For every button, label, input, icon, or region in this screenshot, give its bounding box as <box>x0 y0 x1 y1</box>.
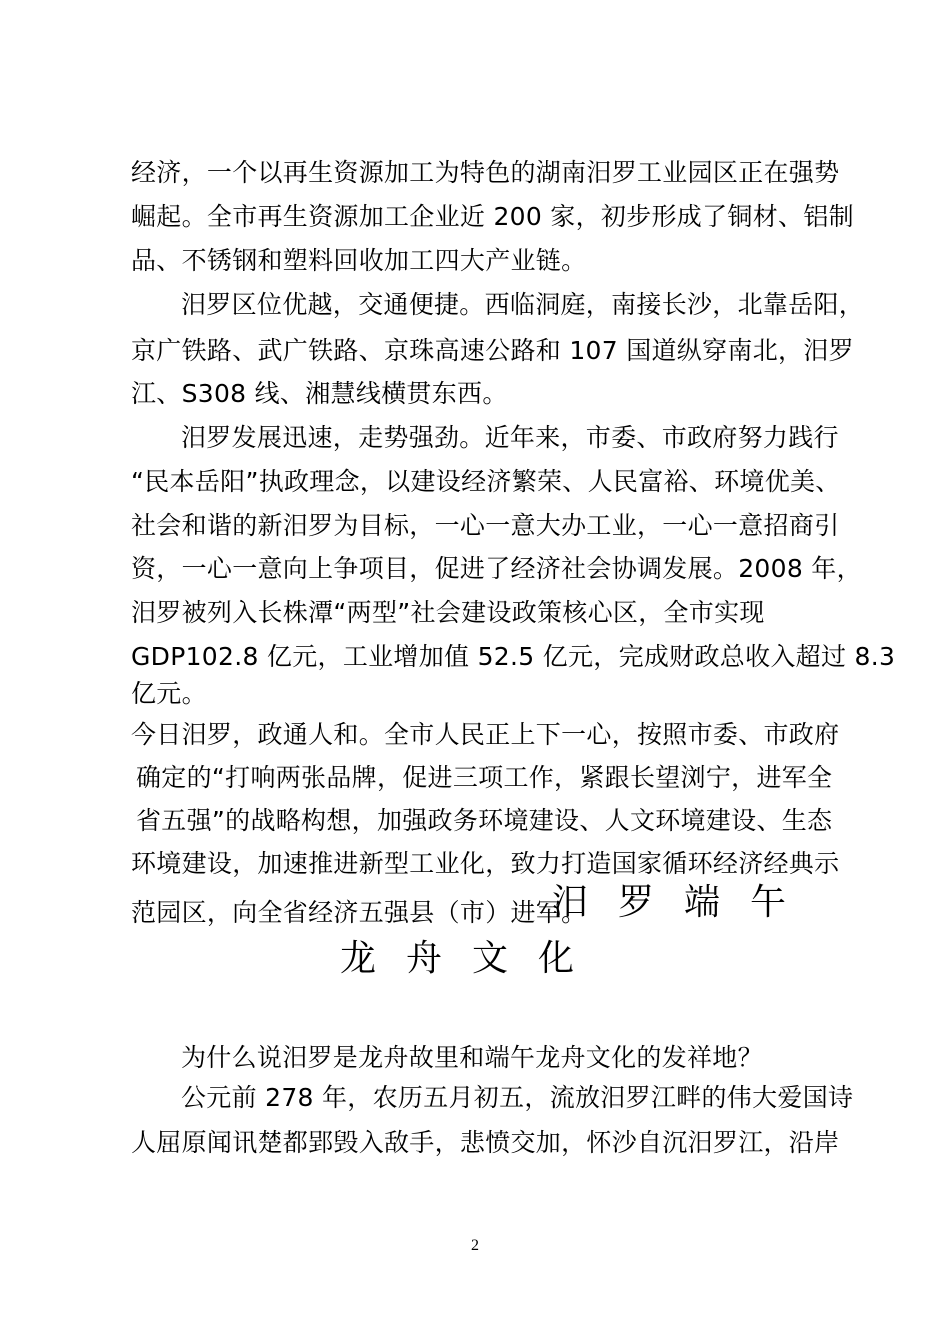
body-text-line: 亿元。 <box>131 679 207 708</box>
body-text-line: 今日汨罗，政通人和。全市人民正上下一心，按照市委、市政府 <box>131 720 840 749</box>
body-text-line: 资，一心一意向上争项目，促进了经济社会协调发展。2008 年， <box>131 554 862 583</box>
section-heading-line-1: 汨罗端午 <box>552 882 817 923</box>
body-text-line: 江、S308 线、湘慧线横贯东西。 <box>131 379 508 408</box>
body-text-line: GDP102.8 亿元，工业增加值 52.5 亿元，完成财政总收入超过 8.3 <box>131 642 896 671</box>
body-text-line: 汨罗区位优越，交通便捷。西临洞庭，南接长沙，北靠岳阳， <box>181 290 865 319</box>
body-text-line: 公元前 278 年，农历五月初五，流放汨罗江畔的伟大爱国诗 <box>181 1083 854 1112</box>
body-text-line: “民本岳阳”执政理念，以建设经济繁荣、人民富裕、环境优美、 <box>131 467 841 496</box>
body-text-line: 汨罗发展迅速，走势强劲。近年来，市委、市政府努力践行 <box>181 423 839 452</box>
body-text-line: 人屈原闻讯楚都郢毁入敌手，悲愤交加，怀沙自沉汨罗江，沿岸 <box>131 1128 840 1157</box>
body-text-line: 崛起。全市再生资源加工企业近 200 家，初步形成了铜材、铝制 <box>131 202 854 231</box>
body-text-line: 环境建设，加速推进新型工业化，致力打造国家循环经济经典示 <box>131 849 840 878</box>
body-text-line: 确定的“打响两张品牌，促进三项工作，紧跟长望浏宁，进军全 <box>136 763 833 792</box>
body-text-line: 汨罗被列入长株潭“两型”社会建设政策核心区，全市实现 <box>131 598 765 627</box>
body-text-line: 经济，一个以再生资源加工为特色的湖南汨罗工业园区正在强势 <box>131 158 840 187</box>
page-number: 2 <box>471 1237 479 1254</box>
body-text-line: 省五强”的战略构想，加强政务环境建设、人文环境建设、生态 <box>136 806 833 835</box>
body-text-line: 范园区，向全省经济五强县（市）进军。 <box>131 898 587 927</box>
body-text-line: 品、不锈钢和塑料回收加工四大产业链。 <box>131 246 587 275</box>
body-text-line: 社会和谐的新汨罗为目标，一心一意大办工业，一心一意招商引 <box>131 511 840 540</box>
section-heading-line-2: 龙舟文化 <box>340 938 605 979</box>
body-text-line: 京广铁路、武广铁路、京珠高速公路和 107 国道纵穿南北，汨罗 <box>131 336 854 365</box>
question-text-line: 为什么说汨罗是龙舟故里和端午龙舟文化的发祥地？ <box>181 1043 763 1072</box>
